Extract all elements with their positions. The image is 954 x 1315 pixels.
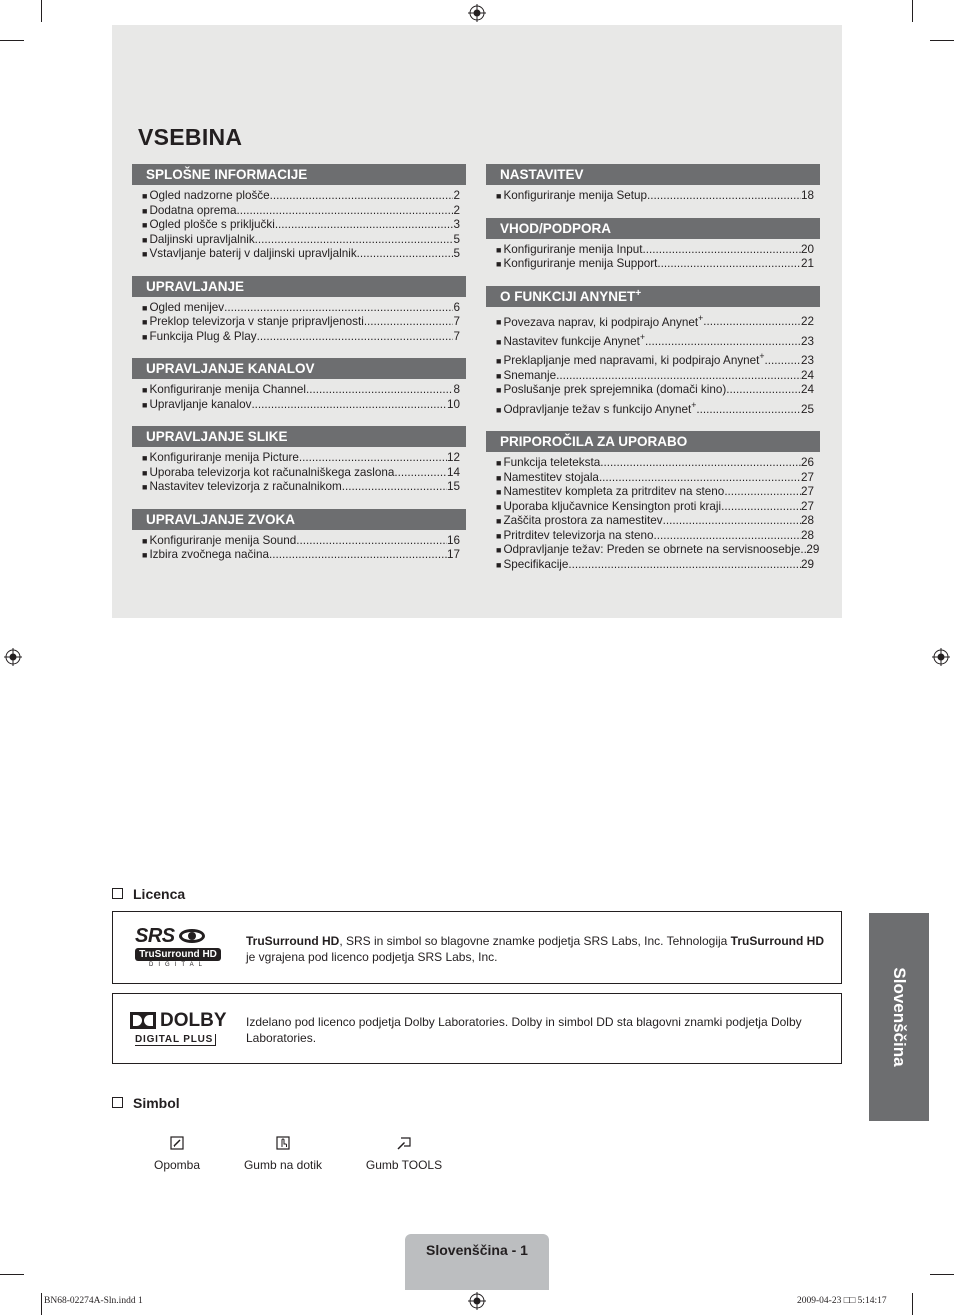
toc-item-label: Povezava naprav, ki podpirajo Anynet+ (503, 312, 704, 329)
srs-logo-sub: TruSurround HD (135, 948, 221, 961)
toc-item (496, 543, 820, 558)
bullet-icon: ■ (142, 399, 148, 410)
bullet-icon: ■ (142, 550, 148, 560)
bullet-icon: ■ (142, 385, 148, 395)
symbol-touch-button-label: Gumb na dotik (243, 1158, 323, 1172)
bullet-icon: ■ (142, 482, 148, 492)
srs-logo-text (135, 926, 225, 946)
toc-item (496, 398, 814, 417)
toc-item-page: 29 (806, 543, 820, 557)
toc-item-page: 26 (800, 456, 814, 470)
toc-item-label: Funkcija Plug & Play (149, 329, 257, 343)
toc-item-list (132, 379, 466, 412)
bullet-icon: ■ (496, 259, 502, 269)
toc-item-label: Vstavljanje baterij v daljinski upravljalnik (149, 247, 357, 260)
toc-item-page: 18 (800, 189, 814, 202)
toc-section-heading-label: VHOD/PODPORA (500, 220, 612, 236)
bullet-icon: ■ (142, 191, 148, 201)
toc-item (142, 218, 460, 233)
toc-item-label: Upravljanje kanalov (149, 397, 252, 411)
crop-mark (41, 1293, 42, 1315)
toc-leader-dots (647, 189, 801, 204)
page-title: VSEBINA (138, 124, 243, 150)
toc-item (496, 529, 814, 544)
srs-bold-term: TruSurround HD (246, 934, 340, 948)
bullet-icon: ■ (496, 404, 502, 415)
toc-item-label: Funkcija teleteksta (503, 456, 601, 470)
toc-item-page: 24 (800, 383, 814, 397)
toc-leader-dots (306, 383, 453, 398)
toc-item-page: 7 (453, 315, 460, 328)
toc-section-heading (132, 426, 466, 447)
toc-leader-dots (654, 529, 801, 544)
toc-item (496, 471, 814, 486)
license-heading (112, 886, 185, 902)
toc-item-page: 27 (800, 470, 814, 484)
toc-item (496, 311, 814, 330)
toc-section-heading (486, 286, 820, 307)
toc-section-heading (132, 276, 466, 297)
toc-leader-dots (721, 500, 801, 515)
toc-item (496, 383, 814, 398)
toc-item-label: Izbira zvočnega načina (149, 548, 269, 561)
toc-item-page: 28 (800, 528, 814, 542)
toc-section-heading (132, 509, 466, 530)
toc-item (142, 383, 460, 398)
toc-leader-dots (568, 558, 801, 573)
srs-logo-digital: DIGITAL (149, 962, 207, 968)
toc-item-page: 23 (800, 334, 814, 348)
toc-item-list (132, 447, 466, 495)
toc-item (142, 466, 460, 481)
toc-item-page: 15 (446, 480, 460, 493)
crop-mark (912, 0, 913, 22)
toc-item (496, 243, 814, 258)
toc-item-page: 25 (800, 402, 814, 416)
toc-leader-dots (696, 403, 801, 418)
srs-logo-word: SRS (135, 925, 175, 947)
toc-item (142, 301, 460, 316)
toc-item-page: 8 (453, 383, 460, 396)
toc-item-label: Preklop televizorja v stanje pripravljenosti (149, 315, 364, 328)
toc-item-page: 27 (800, 499, 814, 513)
toc-leader-dots (724, 485, 801, 500)
dolby-license-box (112, 993, 842, 1064)
language-side-tab-label: Slovenščina (890, 967, 909, 1067)
toc-section-heading (132, 358, 466, 379)
bullet-icon: ■ (142, 467, 148, 478)
toc-item-page: 10 (446, 397, 460, 411)
crop-mark (0, 1274, 24, 1275)
toc-item-label: Namestitev stojala (503, 470, 599, 484)
crop-mark (912, 1293, 913, 1315)
toc-item (496, 456, 814, 471)
bullet-icon: ■ (496, 516, 502, 527)
toc-item (496, 369, 814, 384)
toc-item-label: Konfiguriranje menija Sound (149, 533, 297, 547)
toc-section-heading-label: UPRAVLJANJE SLIKE (146, 429, 288, 444)
checkbox-icon (112, 888, 123, 899)
toc-leader-dots (251, 398, 447, 413)
bullet-icon: ■ (496, 191, 502, 201)
toc-item-page: 20 (800, 242, 814, 256)
toc-item (142, 189, 460, 204)
registration-mark-icon (932, 648, 950, 666)
symbol-tools (360, 1136, 448, 1172)
toc-section (132, 164, 466, 262)
toc-leader-dots (269, 548, 447, 563)
toc-item-label: Pritrditev televizorja na steno (503, 528, 654, 542)
srs-circle-icon (179, 929, 205, 943)
toc-section (132, 426, 466, 495)
toc-leader-dots (645, 335, 801, 350)
toc-leader-dots (364, 315, 454, 330)
bullet-icon: ■ (496, 472, 502, 483)
toc-leader-dots (357, 247, 454, 262)
toc-leader-dots (255, 233, 454, 248)
toc-item (496, 189, 814, 204)
toc-item-list (486, 452, 820, 572)
toc-item-label: Konfiguriranje menija Channel (149, 383, 307, 396)
toc-section-heading-label: O FUNKCIJI ANYNET+ (500, 287, 642, 304)
toc-item-page: 3 (453, 218, 460, 231)
srs-text-part2: je vgrajena pod licenco podjetja SRS Labs, Inc. (246, 950, 498, 964)
registration-mark-icon (468, 1292, 486, 1310)
bullet-icon: ■ (496, 559, 502, 570)
toc-section-heading (132, 164, 466, 185)
toc-leader-dots (765, 354, 801, 369)
footer-file-info: BN68-02274A-Sln.indd 1 (44, 1296, 143, 1306)
bullet-icon: ■ (142, 220, 148, 230)
toc-item-label: Poslušanje prek sprejemnika (domači kino) (503, 383, 727, 397)
toc-section (486, 164, 820, 204)
toc-leader-dots (556, 369, 801, 384)
toc-item (496, 349, 814, 368)
bullet-icon: ■ (496, 530, 502, 541)
toc-item (142, 480, 460, 495)
toc-item (142, 247, 460, 262)
toc-item-page: 16 (446, 533, 460, 547)
toc-item (496, 558, 814, 573)
language-side-tab (869, 913, 929, 1121)
bullet-icon: ■ (142, 317, 148, 327)
bullet-icon: ■ (496, 501, 502, 512)
toc-section (132, 358, 466, 412)
toc-leader-dots (275, 218, 454, 233)
toc-item-page: 27 (800, 485, 814, 499)
bullet-icon: ■ (496, 385, 502, 396)
bullet-icon: ■ (496, 317, 502, 328)
srs-text-part1: , SRS in simbol so blagovne znamke podjetja SRS Labs, Inc. Tehnologija (339, 934, 731, 948)
toc-leader-dots (600, 456, 801, 471)
toc-item (142, 451, 460, 466)
toc-section (132, 276, 466, 345)
toc-right-column (486, 164, 820, 586)
bullet-icon: ■ (142, 249, 148, 259)
srs-license-box (112, 911, 842, 984)
touch-button-icon (276, 1136, 290, 1150)
toc-item-label: Konfiguriranje menija Picture (149, 451, 299, 464)
toc-leader-dots (642, 243, 801, 258)
toc-item-label: Ogled plošče s priključki (149, 218, 275, 231)
page-number-tab (405, 1234, 549, 1290)
toc-section-heading-label: PRIPOROČILA ZA UPORABO (500, 434, 688, 450)
toc-item-list (486, 239, 820, 272)
toc-item-page: 23 (800, 354, 814, 368)
toc-item-label: Konfiguriranje menija Setup (503, 189, 648, 202)
bullet-icon: ■ (142, 331, 148, 342)
toc-item-label: Odpravljanje težav: Preden se obrnete na servisnoosebje (503, 543, 801, 557)
toc-item-label: Namestitev kompleta za pritrditev na steno (503, 485, 725, 499)
dolby-logo-word: DOLBY (160, 1010, 227, 1031)
srs-logo (135, 926, 225, 968)
toc-item-list (132, 185, 466, 262)
toc-item-label: Ogled nadzorne plošče (149, 189, 270, 202)
toc-leader-dots (270, 189, 454, 204)
toc-section (132, 509, 466, 563)
toc-leader-dots (726, 383, 801, 398)
toc-item-label: Preklapljanje med napravami, ki podpirajo Anynet+ (503, 351, 765, 368)
toc-section-heading (486, 218, 820, 239)
bullet-icon: ■ (496, 336, 502, 347)
toc-leader-dots (663, 514, 801, 529)
bullet-icon: ■ (496, 244, 502, 255)
bullet-icon: ■ (496, 356, 502, 367)
toc-item-label: Uporaba televizorja kot računalniškega zaslona (149, 465, 395, 479)
toc-item-label: Nastavitev televizorja z računalnikom (149, 480, 342, 493)
bullet-icon: ■ (142, 205, 148, 216)
toc-item-list (132, 297, 466, 345)
toc-item-page: 5 (453, 247, 460, 260)
toc-item (142, 398, 460, 413)
toc-leader-dots (224, 301, 453, 316)
toc-item-label: Snemanje (503, 368, 557, 382)
toc-item-page: 7 (453, 329, 460, 343)
toc-section-heading (486, 164, 820, 185)
symbol-note (141, 1136, 213, 1172)
bullet-icon: ■ (496, 487, 502, 498)
registration-mark-icon (468, 4, 486, 22)
toc-item-label: Odpravljanje težav s funkcijo Anynet+ (503, 399, 697, 416)
toc-item-label: Specifikacije (503, 557, 569, 571)
toc-item-page: 28 (800, 514, 814, 528)
toc-item-list (486, 185, 820, 204)
symbols-heading (112, 1095, 180, 1111)
toc-item-page: 14 (446, 465, 460, 479)
toc-item-label: Ogled menijev (149, 300, 225, 314)
toc-item-page: 12 (446, 451, 460, 464)
toc-section-heading (486, 431, 820, 452)
toc-item-page: 5 (453, 232, 460, 246)
dolby-logo-row (130, 1012, 230, 1029)
toc-leader-dots (342, 480, 447, 495)
srs-bold-term: TruSurround HD (730, 934, 824, 948)
bullet-icon: ■ (496, 370, 502, 381)
bullet-icon: ■ (142, 234, 148, 245)
toc-leader-dots (296, 534, 447, 549)
dolby-logo (130, 1012, 230, 1048)
toc-left-column (132, 164, 466, 563)
toc-leader-dots (237, 204, 454, 219)
license-heading-label: Licenca (133, 886, 186, 902)
toc-leader-dots (599, 471, 801, 486)
bullet-icon: ■ (496, 458, 502, 469)
bullet-icon: ■ (142, 535, 148, 546)
toc-item-page: 21 (800, 257, 814, 270)
toc-item-page: 24 (800, 368, 814, 382)
toc-item (142, 534, 460, 549)
toc-item-label: Dodatna oprema (149, 203, 237, 217)
dolby-license-text: Izdelano pod licenco podjetja Dolby Laboratories. Dolby in simbol DD sta blagovni znamki podjetja Dolby Laboratories. (246, 1015, 802, 1045)
symbol-tools-label: Gumb TOOLS (365, 1158, 443, 1172)
page-number-label: Slovenščina - 1 (426, 1242, 528, 1258)
toc-section (486, 431, 820, 572)
crop-mark (41, 0, 42, 22)
footer-timestamp: 2009-04-23 □□ 5:14:17 (797, 1296, 887, 1306)
toc-section-heading-label: UPRAVLJANJE (146, 278, 245, 294)
toc-item-page: 6 (453, 300, 460, 314)
symbol-touch-button (238, 1136, 328, 1172)
toc-item (142, 330, 460, 345)
symbols-heading-label: Simbol (133, 1095, 180, 1111)
toc-item (496, 330, 814, 349)
toc-item-label: Daljinski upravljalnik (149, 232, 255, 246)
toc-item-label: Nastavitev funkcije Anynet+ (503, 331, 645, 348)
crop-mark (930, 40, 954, 41)
toc-item-list (132, 530, 466, 563)
toc-item (142, 204, 460, 219)
symbol-note-label: Opomba (153, 1158, 201, 1172)
toc-item (142, 548, 460, 563)
toc-leader-dots (657, 257, 801, 272)
crop-mark (930, 1274, 954, 1275)
toc-item-page: 2 (453, 203, 460, 217)
toc-section (486, 286, 820, 418)
crop-mark (0, 40, 24, 41)
toc-item-page: 2 (453, 189, 460, 202)
toc-leader-dots (394, 466, 447, 481)
toc-item (496, 514, 814, 529)
toc-item (142, 315, 460, 330)
dolby-dd-icon (130, 1012, 156, 1029)
toc-section-heading-label: NASTAVITEV (500, 167, 584, 182)
toc-item-label: Konfiguriranje menija Support (503, 257, 658, 270)
toc-item-page: 22 (800, 315, 814, 329)
bullet-icon: ■ (496, 545, 502, 556)
toc-section-heading-label: UPRAVLJANJE ZVOKA (146, 511, 296, 527)
checkbox-icon (112, 1097, 123, 1108)
toc-section-heading-label: SPLOŠNE INFORMACIJE (146, 167, 308, 182)
toc-leader-dots (703, 315, 801, 330)
registration-mark-icon (4, 648, 22, 666)
toc-item-label: Konfiguriranje menija Input (503, 242, 643, 256)
toc-item-page: 17 (446, 548, 460, 561)
toc-item-label: Zaščita prostora za namestitev (503, 514, 663, 528)
toc-item-page: 29 (800, 557, 814, 571)
toc-leader-dots (299, 451, 447, 466)
toc-item-label: Uporaba ključavnice Kensington proti kraji (503, 499, 722, 513)
tools-icon (397, 1136, 411, 1150)
toc-item (142, 233, 460, 248)
bullet-icon: ■ (142, 302, 148, 313)
toc-leader-dots (257, 330, 454, 345)
toc-item (496, 485, 814, 500)
note-icon (170, 1136, 184, 1150)
toc-section (486, 218, 820, 272)
toc-item (496, 257, 814, 272)
toc-section-heading-label: UPRAVLJANJE KANALOV (146, 361, 315, 376)
toc-item-list (486, 307, 820, 418)
srs-license-text (246, 933, 824, 965)
toc-item (496, 500, 814, 515)
dolby-logo-sub: DIGITAL PLUS (135, 1034, 216, 1046)
bullet-icon: ■ (142, 453, 148, 463)
